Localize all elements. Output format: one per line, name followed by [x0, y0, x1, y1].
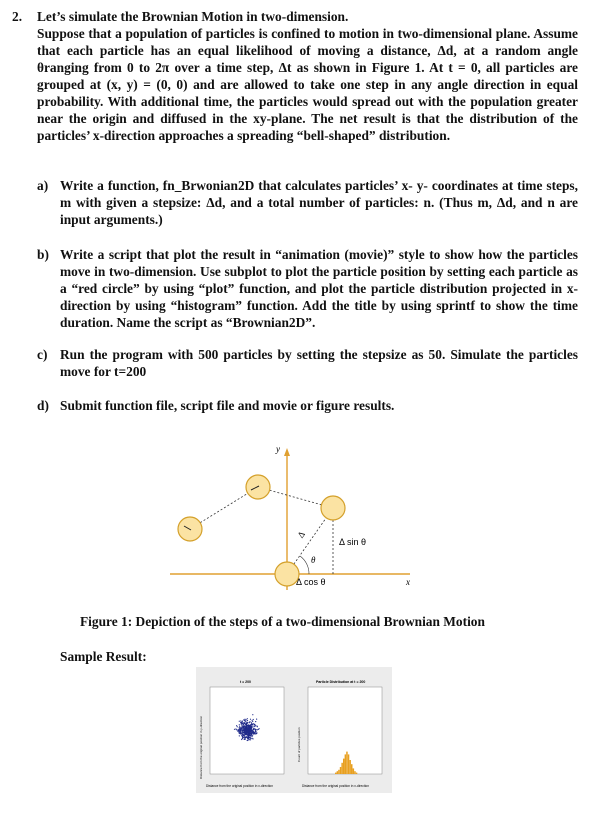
part-label: a)	[37, 178, 49, 193]
cos-label: Δ cos θ	[296, 577, 326, 587]
scatter-point	[259, 728, 260, 729]
histogram-bar	[351, 764, 353, 774]
figure-caption: Figure 1: Depiction of the steps of a two-dimensional Brownian Motion	[80, 614, 485, 629]
scatter-point	[247, 720, 248, 721]
scatter-point	[252, 720, 253, 721]
scatter-point	[255, 721, 256, 722]
scatter-point	[242, 735, 243, 736]
scatter-point	[253, 733, 254, 734]
part-label: c)	[37, 347, 48, 362]
part-c	[37, 346, 578, 380]
scatter-point	[249, 737, 250, 738]
histogram-bar	[341, 763, 343, 774]
scatter-point	[245, 721, 246, 722]
particle	[178, 517, 202, 541]
histogram-bar	[340, 767, 342, 774]
scatter-point	[253, 723, 254, 724]
scatter-title: t = 200	[240, 680, 251, 684]
scatter-point	[247, 722, 248, 723]
sin-label: Δ sin θ	[339, 537, 367, 547]
scatter-point	[248, 730, 249, 731]
scatter-point	[239, 721, 240, 722]
scatter-point	[250, 735, 251, 736]
histogram-ylabel: Count of particles position	[297, 727, 301, 762]
particle	[321, 496, 345, 520]
scatter-point	[239, 735, 240, 736]
y-axis-arrow	[284, 448, 290, 456]
scatter-point	[250, 733, 251, 734]
histogram-title: Particle Distribution at t = 200	[316, 680, 366, 684]
histogram-bar	[353, 768, 355, 774]
scatter-point	[236, 725, 237, 726]
scatter-point	[252, 724, 253, 725]
scatter-point	[243, 730, 244, 731]
scatter-point	[254, 724, 255, 725]
histogram-bar	[348, 754, 350, 774]
histogram-xlabel: Distance from the original position in x-direction	[302, 784, 369, 788]
scatter-point	[240, 720, 241, 721]
scatter-point	[253, 719, 254, 720]
part-text: Write a function, fn_Brwonian2D that calculates particles’ x- y- coordinates at time steps, m with given a stepsize: Δd, and a total number of particles: n. (Thus m, Δd, and n are input arguments.)	[60, 178, 578, 227]
scatter-point	[255, 733, 256, 734]
scatter-point	[243, 719, 244, 720]
scatter-point	[239, 724, 240, 725]
part-label: b)	[37, 247, 49, 262]
question-description: Suppose that a population of particles is confined to motion in two-dimensional plane. Assume that each particle has an equal likelihood of moving a distance, Δd, at a random angle θranging from 0 to 2π over a time step, Δt as shown in Figure 1. At t = 0, all particles are grouped at (x, y) = (0, 0) and are allowed to take one step in any angle direction in equal probability. With additional time, the particles would spread out with the population greater near the origin and diffused in the xy-plane. The net result is that the distribution of the particles’ x-direction approaches a spreading “bell-shaped” distribution.	[37, 26, 578, 143]
scatter-point	[245, 731, 246, 732]
scatter-point	[240, 722, 241, 723]
scatter-point	[249, 722, 250, 723]
scatter-point	[242, 727, 243, 728]
scatter-point	[256, 719, 257, 720]
scatter-point	[247, 740, 248, 741]
scatter-point	[255, 729, 256, 730]
scatter-point	[252, 732, 253, 733]
scatter-point	[245, 739, 246, 740]
scatter-point	[252, 738, 253, 739]
scatter-point	[247, 725, 248, 726]
scatter-point	[248, 731, 249, 732]
scatter-ylabel: Distance from the original position in y-direction	[199, 715, 203, 779]
scatter-point	[240, 729, 241, 730]
histogram-bar	[354, 771, 356, 774]
scatter-point	[241, 739, 242, 740]
scatter-point	[254, 732, 255, 733]
sample-result-plots	[196, 667, 392, 793]
part-d	[37, 397, 578, 414]
part-text: Submit function file, script file and movie or figure results.	[60, 398, 395, 413]
scatter-point	[234, 729, 235, 730]
delta-label: Δ	[295, 529, 307, 540]
scatter-point	[246, 734, 247, 735]
question-title: Let’s simulate the Brownian Motion in two-dimension.	[37, 9, 349, 24]
scatter-point	[235, 728, 236, 729]
scatter-point	[248, 737, 249, 738]
scatter-point	[257, 726, 258, 727]
scatter-point	[239, 729, 240, 730]
histogram-bar	[337, 771, 339, 774]
histogram-bar	[349, 760, 351, 774]
scatter-point	[252, 729, 253, 730]
scatter-point	[237, 726, 238, 727]
scatter-point	[252, 727, 253, 728]
scatter-point	[248, 739, 249, 740]
scatter-point	[245, 732, 246, 733]
part-b	[37, 246, 578, 331]
scatter-point	[252, 714, 253, 715]
scatter-point	[241, 725, 242, 726]
sample-result-image	[196, 667, 392, 793]
scatter-point	[247, 738, 248, 739]
scatter-point	[251, 734, 252, 735]
particle	[246, 475, 270, 499]
sample-result-label: Sample Result:	[60, 649, 147, 664]
question-number: 2.	[12, 9, 23, 24]
histogram-bar	[356, 773, 358, 774]
y-axis-label: y	[276, 444, 280, 454]
scatter-point	[240, 732, 241, 733]
scatter-point	[243, 735, 244, 736]
histogram-bar	[345, 754, 347, 774]
scatter-point	[251, 722, 252, 723]
scatter-point	[248, 734, 249, 735]
scatter-xlabel: Distance from the original position in x-direction	[206, 784, 273, 788]
scatter-point	[250, 719, 251, 720]
scatter-point	[239, 727, 240, 728]
angle-arc	[300, 556, 309, 574]
part-text: Run the program with 500 particles by setting the stepsize as 50. Simulate the particles move for t=200	[60, 347, 578, 379]
histogram-bar	[338, 770, 340, 774]
scatter-point	[251, 732, 252, 733]
part-a	[37, 177, 578, 228]
scatter-point	[244, 731, 245, 732]
histogram-bar	[346, 752, 348, 774]
scatter-point	[247, 728, 248, 729]
scatter-point	[243, 725, 244, 726]
scatter-point	[244, 719, 245, 720]
scatter-point	[248, 732, 249, 733]
scatter-point	[240, 733, 241, 734]
scatter-point	[244, 723, 245, 724]
theta-label: θ	[311, 555, 316, 565]
question-body	[37, 8, 578, 144]
scatter-point	[239, 731, 240, 732]
scatter-point	[249, 726, 250, 727]
scatter-point	[244, 720, 245, 721]
scatter-point	[241, 732, 242, 733]
scatter-point	[241, 724, 242, 725]
part-text: Write a script that plot the result in “animation (movie)” style to show how the particles move in two-dimension. Use subplot to plot the particle position by setting each particle as a “red circle” by using “plot” function, and plot the particle distribution projected in x-direction by using “histogram” function. Add the title by using sprintf to show the time duration. Name the script as “Brownian2D”.	[60, 247, 578, 330]
scatter-point	[250, 724, 251, 725]
scatter-point	[242, 737, 243, 738]
scatter-point	[256, 733, 257, 734]
x-axis-label: x	[406, 577, 410, 587]
brownian-step-diagram	[170, 442, 415, 592]
scatter-point	[251, 724, 252, 725]
histogram-bar	[343, 759, 345, 774]
scatter-point	[243, 727, 244, 728]
scatter-point	[245, 737, 246, 738]
scatter-point	[246, 724, 247, 725]
scatter-point	[246, 719, 247, 720]
scatter-point	[247, 718, 248, 719]
scatter-point	[255, 730, 256, 731]
part-label: d)	[37, 398, 49, 413]
scatter-point	[245, 729, 246, 730]
scatter-point	[250, 729, 251, 730]
scatter-point	[239, 726, 240, 727]
scatter-point	[245, 726, 246, 727]
scatter-point	[241, 726, 242, 727]
scatter-point	[253, 728, 254, 729]
scatter-point	[239, 733, 240, 734]
scatter-point	[250, 738, 251, 739]
scatter-point	[251, 738, 252, 739]
histogram-bar	[335, 773, 337, 774]
scatter-point	[252, 735, 253, 736]
